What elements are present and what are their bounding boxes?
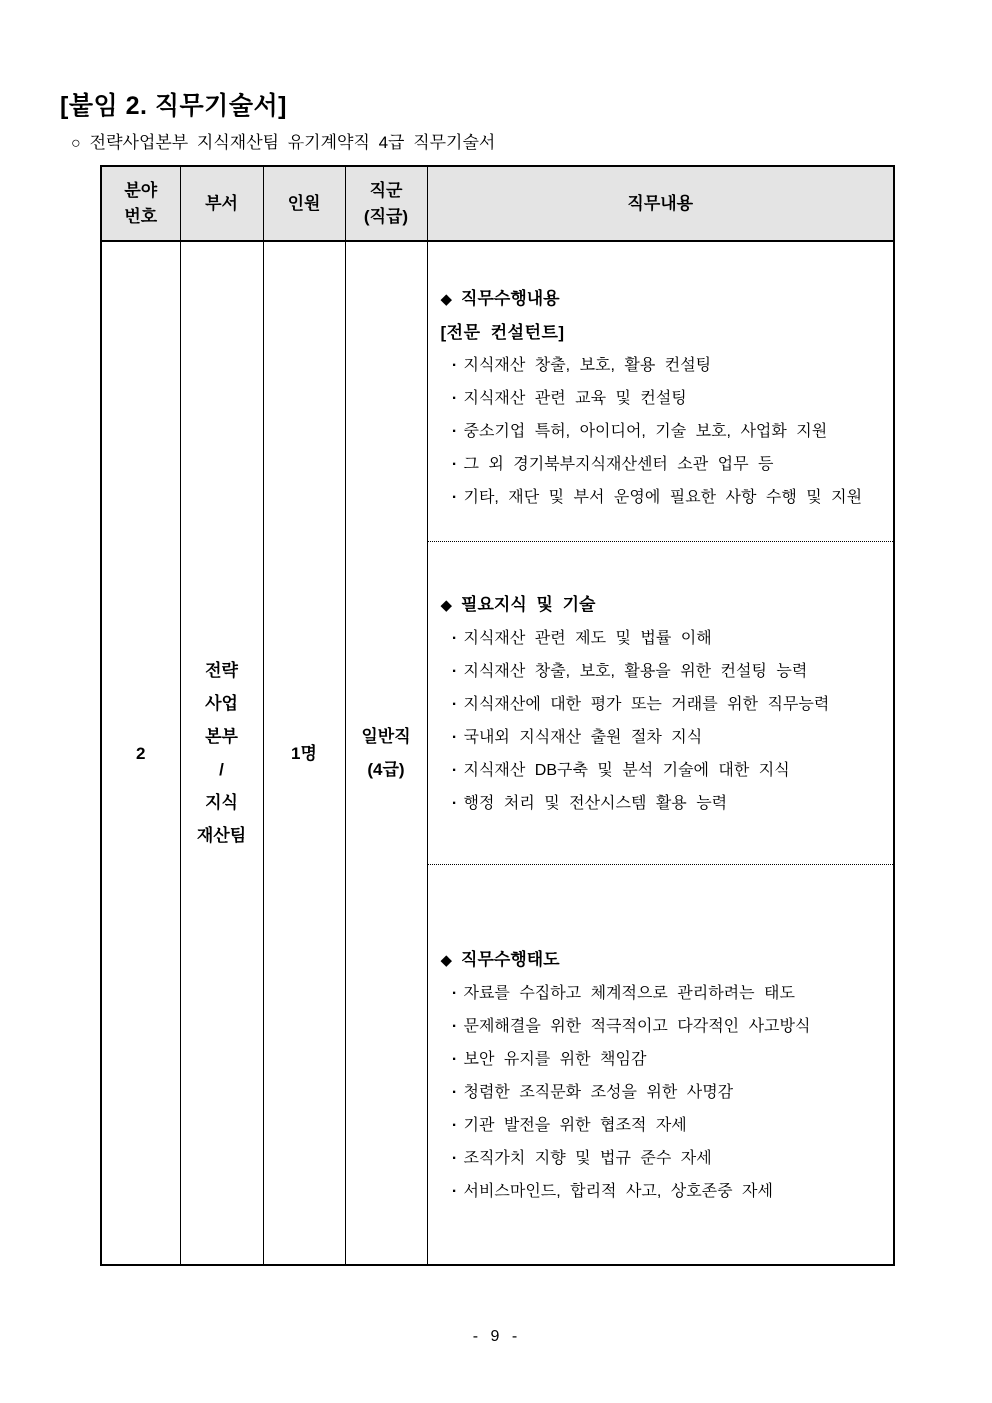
- header-job-group-line1: 직군: [369, 180, 403, 200]
- list-item: [441, 655, 886, 688]
- section-heading: [441, 588, 886, 622]
- list-item-text: 지식재산에 대한 평가 또는 거래를 위한 직무능력: [463, 696, 830, 713]
- section-heading: [441, 943, 886, 977]
- list-item: [441, 1142, 886, 1175]
- dot-bullet-icon: ·: [451, 762, 458, 779]
- department-line: 전략: [205, 661, 238, 680]
- dot-bullet-icon: ·: [451, 696, 458, 713]
- section-heading-text: 직무수행태도: [461, 950, 560, 969]
- list-item-text: 청렴한 조직문화 조성을 위한 사명감: [463, 1084, 734, 1101]
- list-item: [441, 1175, 886, 1208]
- diamond-icon: ◆: [440, 952, 453, 969]
- list-item: [441, 688, 886, 721]
- list-item-text: 기관 발전을 위한 협조적 자세: [463, 1117, 687, 1134]
- department-cell: [180, 241, 263, 1265]
- list-item-text: 기타, 재단 및 부서 운영에 필요한 사항 수행 및 지원: [463, 489, 863, 506]
- job-group-line: 일반직: [361, 727, 411, 746]
- section-required-knowledge: [428, 542, 894, 865]
- list-item-text: 지식재산 창출, 보호, 활용을 위한 컨설팅 능력: [463, 663, 808, 680]
- dot-bullet-icon: ·: [451, 630, 458, 647]
- list-item-text: 문제해결을 위한 적극적이고 다각적인 사고방식: [463, 1018, 811, 1035]
- header-job-content: 직무내용: [427, 166, 894, 241]
- section-job-duties: [428, 242, 894, 542]
- header-headcount: 인원: [263, 166, 345, 241]
- list-item-text: 행정 처리 및 전산시스템 활용 능력: [463, 795, 728, 812]
- header-field-no-line1: 분야: [124, 180, 158, 200]
- job-description-table: [100, 165, 895, 1266]
- dot-bullet-icon: ·: [451, 1183, 458, 1200]
- list-item: [441, 622, 886, 655]
- dot-bullet-icon: ·: [451, 423, 458, 440]
- list-item: [441, 415, 886, 448]
- document-subtitle: [71, 128, 495, 153]
- list-item: [441, 481, 886, 514]
- department-line: 재산팀: [196, 826, 247, 845]
- diamond-icon: ◆: [440, 597, 453, 614]
- list-item-text: 그 외 경기북부지식재산센터 소관 업무 등: [463, 456, 774, 473]
- table-row: [101, 241, 894, 1265]
- department-line: 지식: [205, 793, 238, 812]
- dot-bullet-icon: ·: [451, 390, 458, 407]
- list-item-text: 보안 유지를 위한 책임감: [463, 1051, 647, 1068]
- dot-bullet-icon: ·: [451, 1084, 458, 1101]
- list-item: [441, 1043, 886, 1076]
- list-item-text: 지식재산 관련 제도 및 법률 이해: [463, 630, 712, 647]
- dot-bullet-icon: ·: [451, 795, 458, 812]
- department-line: /: [219, 760, 224, 779]
- headcount-cell: 1명: [263, 241, 345, 1265]
- diamond-icon: ◆: [440, 291, 453, 308]
- job-group-cell: [345, 241, 427, 1265]
- list-item: [441, 787, 886, 820]
- list-item: [441, 721, 886, 754]
- section-heading-text: 직무수행내용: [461, 289, 560, 308]
- section-heading-text: 필요지식 및 기술: [461, 595, 596, 614]
- dot-bullet-icon: ·: [451, 985, 458, 1002]
- section-subheading: [전문 컨설턴트]: [440, 323, 565, 342]
- list-item: [441, 1109, 886, 1142]
- header-job-group: [345, 166, 427, 241]
- list-item-text: 조직가치 지향 및 법규 준수 자세: [463, 1150, 712, 1167]
- dot-bullet-icon: ·: [451, 1051, 458, 1068]
- dot-bullet-icon: ·: [451, 489, 458, 506]
- list-item-text: 중소기업 특허, 아이디어, 기술 보호, 사업화 지원: [463, 423, 828, 440]
- list-item-text: 자료를 수집하고 체계적으로 관리하려는 태도: [463, 985, 795, 1002]
- job-content-cell: [427, 241, 894, 1265]
- dot-bullet-icon: ·: [451, 729, 458, 746]
- dot-bullet-icon: ·: [451, 357, 458, 374]
- header-field-no-line2: 번호: [124, 206, 158, 226]
- list-item: [441, 349, 886, 382]
- dot-bullet-icon: ·: [451, 663, 458, 680]
- list-item: [441, 382, 886, 415]
- list-item: [441, 977, 886, 1010]
- circle-bullet-icon: ○: [71, 135, 81, 152]
- dot-bullet-icon: ·: [451, 456, 458, 473]
- dot-bullet-icon: ·: [451, 1018, 458, 1035]
- dot-bullet-icon: ·: [451, 1150, 458, 1167]
- list-item-text: 지식재산 창출, 보호, 활용 컨설팅: [463, 357, 712, 374]
- list-item-text: 지식재산 DB구축 및 분석 기술에 대한 지식: [463, 762, 790, 779]
- department-line: 본부: [205, 727, 238, 746]
- section-work-attitude: [428, 865, 894, 1264]
- list-item-text: 지식재산 관련 교육 및 컨설팅: [463, 390, 687, 407]
- dot-bullet-icon: ·: [451, 1117, 458, 1134]
- list-item: [441, 448, 886, 481]
- table-header-row: [101, 166, 894, 241]
- list-item: [441, 1010, 886, 1043]
- header-department: 부서: [180, 166, 263, 241]
- list-item: [441, 754, 886, 787]
- subtitle-text: 전략사업본부 지식재산팀 유기계약직 4급 직무기술서: [89, 133, 496, 152]
- job-group-line: (4급): [367, 760, 405, 779]
- department-line: 사업: [205, 694, 238, 713]
- field-no-cell: 2: [101, 241, 180, 1265]
- list-item-text: 서비스마인드, 합리적 사고, 상호존중 자세: [463, 1183, 773, 1200]
- page-number: - 9 -: [472, 1328, 520, 1345]
- header-job-group-line2: (직급): [363, 206, 409, 226]
- attachment-title: [붙임 2. 직무기술서]: [60, 92, 287, 120]
- header-field-no: [101, 166, 180, 241]
- section-heading: [441, 282, 886, 316]
- list-item-text: 국내외 지식재산 출원 절차 지식: [463, 729, 703, 746]
- list-item: [441, 1076, 886, 1109]
